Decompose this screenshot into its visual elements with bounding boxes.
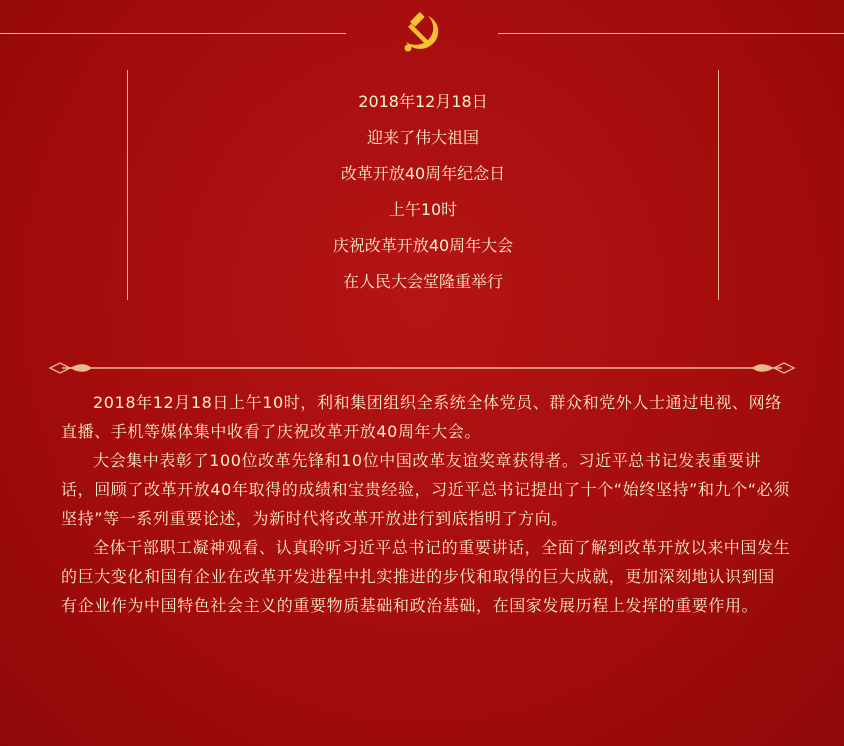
article-body [61,388,791,620]
article-paragraph: 大会集中表彰了100位改革先锋和10位中国改革友谊奖章获得者。习近平总书记发表重要讲话，回顾了改革开放40年取得的成绩和宝贵经验，习近平总书记提出了十个“始终坚持”和九个“必须坚持”等一系列重要论述，为新时代将改革开放进行到底指明了方向。 [61,451,790,528]
intro-line: 庆祝改革开放40周年大会 [332,236,514,255]
intro-block [128,84,718,300]
frame-line-right [718,70,719,300]
intro-line-date: 2018年12月18日 [358,92,488,111]
intro-line: 上午10时 [388,200,458,219]
ornamental-divider [48,360,796,376]
top-rule-right [498,33,844,34]
intro-line: 改革开放40周年纪念日 [340,164,506,183]
intro-line: 迎来了伟大祖国 [366,128,479,147]
article-paragraph: 2018年12月18日上午10时，利和集团组织全系统全体党员、群众和党外人士通过电视、网络直播、手机等媒体集中收看了庆祝改革开放40周年大会。 [61,393,782,441]
article-paragraph: 全体干部职工凝神观看、认真聆听习近平总书记的重要讲话，全面了解到改革开放以来中国发生的巨大变化和国有企业在改革开发进程中扎实推进的步伐和取得的巨大成就，更加深刻地认识到国有企业作为中国特色社会主义的重要物质基础和政治基础，在国家发展历程上发挥的重要作用。 [61,538,791,615]
hammer-and-sickle-icon [398,8,446,56]
intro-line: 在人民大会堂隆重举行 [342,272,503,291]
top-rule-left [0,33,346,34]
